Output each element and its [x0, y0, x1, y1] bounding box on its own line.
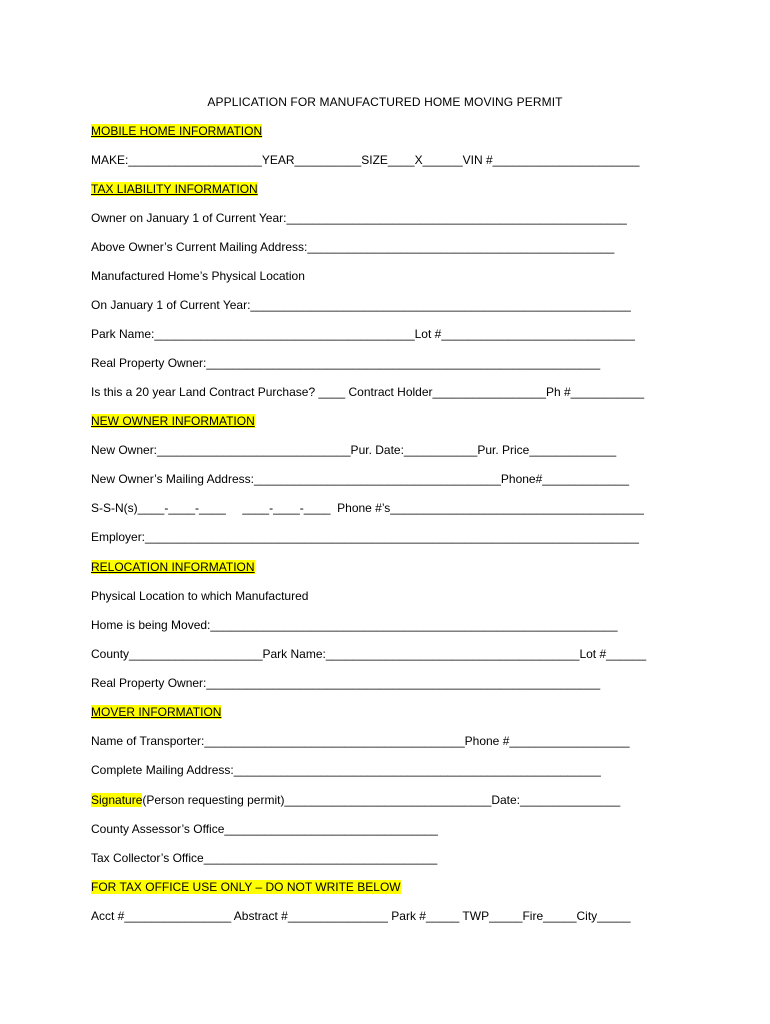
tax-liability-heading: [91, 182, 258, 196]
page-title: APPLICATION FOR MANUFACTURED HOME MOVING PERMIT: [207, 95, 563, 109]
signature-label: Signature: [91, 793, 143, 807]
relocation-label: Physical Location to which Manufactured: [91, 589, 309, 603]
relocation-real-property-owner-field[interactable]: Real Property Owner:___________________________________________________________: [91, 676, 601, 690]
land-contract-field[interactable]: Is this a 20 year Land Contract Purchase? ____ Contract Holder_________________Ph #___________: [91, 385, 645, 399]
new-owner-mailing-address-field[interactable]: New Owner’s Mailing Address:_____________________________________Phone#_____________: [91, 472, 630, 486]
tax-office-heading: [91, 880, 401, 894]
mobile-home-heading-text: MOBILE HOME INFORMATION: [91, 124, 263, 138]
real-property-owner-field[interactable]: Real Property Owner:___________________________________________________________: [91, 356, 601, 370]
owner-jan1-field[interactable]: Owner on January 1 of Current Year:___________________________________________________: [91, 211, 627, 225]
make-year-size-vin-field[interactable]: MAKE:____________________YEAR__________SIZE____X______VIN #______________________: [91, 153, 640, 167]
tax-office-heading-text: FOR TAX OFFICE USE ONLY – DO NOT WRITE BELOW: [91, 880, 401, 894]
transporter-phone-field[interactable]: Name of Transporter:_______________________________________Phone #__________________: [91, 734, 630, 748]
mobile-home-heading: [91, 124, 262, 138]
new-owner-heading: [91, 414, 255, 428]
employer-field[interactable]: Employer:__________________________________________________________________________: [91, 530, 639, 544]
park-name-lot-field[interactable]: Park Name:_______________________________________Lot #_____________________________: [91, 327, 635, 341]
mover-heading: [91, 705, 221, 719]
tax-office-acct-field[interactable]: Acct #________________ Abstract #_______________ Park #_____ TWP_____Fire_____City_____: [91, 909, 631, 923]
relocation-heading: [91, 560, 255, 574]
new-owner-field[interactable]: New Owner:_____________________________Pur. Date:___________Pur. Price_____________: [91, 443, 617, 457]
relocation-destination-field[interactable]: Home is being Moved:_____________________________________________________________: [91, 618, 618, 632]
county-assessor-field[interactable]: County Assessor’s Office________________________________: [91, 822, 438, 836]
new-owner-heading-text: NEW OWNER INFORMATION: [91, 414, 255, 428]
county-park-lot-field[interactable]: County____________________Park Name:______________________________________Lot #______: [91, 647, 647, 661]
ssn-phone-field[interactable]: S-S-N(s)____-____-____ ____-____-____ Phone #’s______________________________________: [91, 501, 644, 515]
tax-liability-heading-text: TAX LIABILITY INFORMATION: [91, 182, 258, 196]
relocation-heading-text: RELOCATION INFORMATION: [91, 560, 255, 574]
mover-heading-text: MOVER INFORMATION: [91, 705, 222, 719]
physical-location-label: Manufactured Home’s Physical Location: [91, 269, 305, 283]
on-jan1-location-field[interactable]: On January 1 of Current Year:_________________________________________________________: [91, 298, 631, 312]
mover-mailing-address-field[interactable]: Complete Mailing Address:_______________________________________________________: [91, 763, 601, 777]
signature-rest: (Person requesting permit)_______________________________Date:_______________: [142, 793, 621, 807]
tax-collector-field[interactable]: Tax Collector’s Office___________________________________: [91, 851, 438, 865]
owner-mailing-address-field[interactable]: Above Owner’s Current Mailing Address:______________________________________________: [91, 240, 615, 254]
signature-date-field[interactable]: [91, 793, 620, 807]
